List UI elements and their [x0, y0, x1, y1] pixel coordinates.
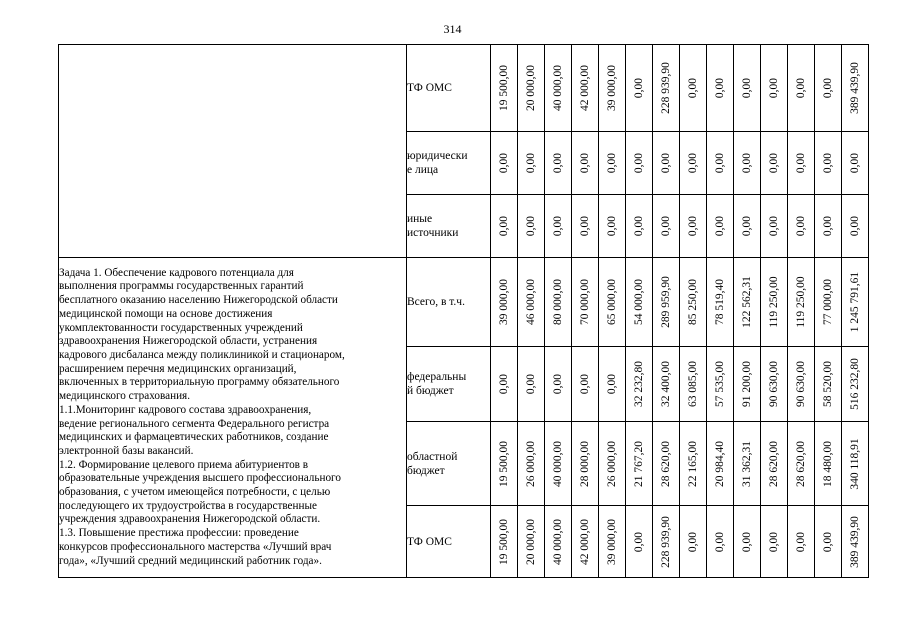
table-body: [59, 45, 869, 578]
amount-value: 18 480,00: [822, 440, 834, 487]
amount-value: 0,00: [687, 152, 699, 174]
amount-cell: [518, 195, 545, 258]
task-description-line: медицинского страхования.: [59, 390, 190, 403]
amount-cell: [545, 347, 572, 422]
amount-cell: [815, 422, 842, 506]
amount-value: 0,00: [822, 531, 834, 552]
amount-value: 228 939,90: [660, 515, 672, 568]
amount-cell: [788, 195, 815, 258]
amount-cell: [842, 132, 869, 195]
amount-cell: [653, 258, 680, 347]
amount-cell: [626, 347, 653, 422]
amount-value: 42 000,00: [579, 65, 591, 111]
funding-source-label: областной: [407, 450, 458, 463]
amount-value: 26 000,00: [606, 440, 618, 487]
amount-cell: [761, 258, 788, 347]
amount-cell: [626, 422, 653, 506]
amount-cell: [545, 195, 572, 258]
amount-cell: [761, 422, 788, 506]
amount-value: 58 520,00: [822, 361, 834, 407]
amount-cell: [599, 258, 626, 347]
amount-value: 0,00: [795, 215, 807, 237]
amount-cell: [572, 422, 599, 506]
funding-source-cell: [407, 195, 491, 258]
amount-value: 0,00: [633, 215, 645, 237]
amount-cell: [788, 422, 815, 506]
amount-value: 0,00: [687, 531, 699, 552]
amount-value: 0,00: [525, 152, 537, 174]
task-description-line: здравоохранения Нижегородской области, устранения: [59, 335, 318, 348]
amount-cell: [680, 506, 707, 578]
amount-cell: [491, 422, 518, 506]
task-description-line: выполнения программы государственных гарантий: [59, 280, 304, 293]
task-description-line: кадрового дисбаланса между поликлиникой и стационаром,: [59, 348, 345, 361]
amount-cell: [518, 258, 545, 347]
amount-value: 90 630,00: [795, 361, 807, 407]
task-description-line: учреждения здравоохранения Нижегородской области.: [59, 513, 321, 526]
amount-value: 28 620,00: [768, 440, 780, 487]
funding-source-label: й бюджет: [407, 385, 454, 397]
amount-cell: [572, 132, 599, 195]
amount-cell: [545, 422, 572, 506]
amount-value: 228 939,90: [660, 62, 672, 114]
amount-cell: [599, 422, 626, 506]
amount-value: 0,00: [606, 215, 618, 237]
amount-cell: [626, 45, 653, 132]
amount-value: 0,00: [606, 152, 618, 174]
amount-value: 0,00: [687, 77, 699, 99]
amount-cell: [545, 45, 572, 132]
amount-cell: [734, 45, 761, 132]
amount-value: 32 400,00: [660, 361, 672, 407]
amount-value: 40 000,00: [552, 518, 564, 565]
amount-value: 0,00: [849, 215, 861, 237]
amount-cell: [761, 132, 788, 195]
funding-source-cell: [407, 506, 491, 578]
amount-cell: [815, 347, 842, 422]
amount-cell: [815, 195, 842, 258]
amount-value: 0,00: [741, 215, 753, 237]
amount-value: 20 000,00: [525, 65, 537, 111]
amount-cell: [761, 45, 788, 132]
amount-cell: [707, 195, 734, 258]
task-description-line: 1.1.Мониторинг кадрового состава здравоохранения,: [59, 403, 312, 416]
funding-source-label: бюджет: [407, 464, 445, 477]
amount-cell: [572, 195, 599, 258]
amount-cell: [626, 258, 653, 347]
amount-cell: [788, 132, 815, 195]
amount-cell: [572, 45, 599, 132]
amount-cell: [761, 195, 788, 258]
amount-value: 0,00: [498, 215, 510, 237]
amount-cell: [788, 506, 815, 578]
amount-value: 0,00: [633, 152, 645, 174]
amount-value: 0,00: [768, 531, 780, 552]
amount-cell: [518, 132, 545, 195]
amount-cell: [653, 45, 680, 132]
amount-value: 0,00: [660, 215, 672, 237]
amount-value: 122 562,31: [741, 276, 753, 328]
amount-value: 91 200,00: [741, 361, 753, 407]
page-number: 314: [443, 22, 462, 36]
amount-cell: [707, 45, 734, 132]
amount-cell: [599, 132, 626, 195]
task-description-line: включенных в территориальную программу обязательного: [59, 376, 340, 389]
task-description-line: медицинских и фармацевтических работников, создание: [59, 431, 329, 444]
amount-value: 19 500,00: [498, 440, 510, 487]
amount-value: 20 000,00: [525, 518, 537, 565]
amount-cell: [518, 506, 545, 578]
funding-source-label: е лица: [407, 164, 439, 176]
amount-value: 119 250,00: [795, 276, 807, 328]
amount-value: 0,00: [795, 531, 807, 552]
amount-value: 0,00: [741, 531, 753, 552]
task-description-line: 1.3. Повышение престижа профессии: проведение: [59, 527, 299, 540]
amount-cell: [599, 45, 626, 132]
amount-cell: [599, 347, 626, 422]
task-description-line: укомплектованности государственных учреждений: [59, 321, 303, 334]
amount-cell: [734, 132, 761, 195]
amount-cell: [653, 132, 680, 195]
amount-value: 19 500,00: [498, 518, 510, 565]
funding-source-label: федеральны: [407, 371, 467, 383]
amount-cell: [680, 258, 707, 347]
amount-value: 40 000,00: [552, 440, 564, 487]
funding-source-label: юридически: [407, 150, 468, 162]
amount-value: 0,00: [687, 215, 699, 237]
amount-value: 57 535,00: [714, 361, 726, 407]
amount-cell: [734, 195, 761, 258]
task-description-line: расширением перечня медицинских организаций,: [59, 362, 297, 375]
amount-value: 0,00: [498, 373, 510, 395]
amount-value: 0,00: [822, 77, 834, 99]
amount-value: 0,00: [525, 215, 537, 237]
amount-cell: [788, 258, 815, 347]
amount-value: 0,00: [579, 373, 591, 395]
amount-cell: [680, 132, 707, 195]
funding-source-label: Всего, в т.ч.: [407, 296, 465, 308]
amount-cell: [626, 195, 653, 258]
amount-cell: [653, 347, 680, 422]
amount-value: 0,00: [822, 152, 834, 174]
amount-cell: [518, 347, 545, 422]
amount-cell: [545, 258, 572, 347]
amount-cell: [680, 422, 707, 506]
amount-value: 26 000,00: [525, 440, 537, 487]
amount-cell: [707, 347, 734, 422]
amount-value: 0,00: [768, 77, 780, 99]
amount-value: 46 000,00: [525, 279, 537, 325]
amount-value: 0,00: [714, 215, 726, 237]
amount-cell: [653, 195, 680, 258]
funding-source-cell: [407, 347, 491, 422]
amount-cell: [761, 347, 788, 422]
amount-value: 0,00: [741, 77, 753, 99]
amount-value: 0,00: [795, 77, 807, 99]
amount-cell: [734, 258, 761, 347]
amount-value: 0,00: [822, 215, 834, 237]
amount-value: 63 085,00: [687, 361, 699, 407]
amount-cell: [707, 506, 734, 578]
task-description-line: ведение регионального сегмента Федерального регистра: [59, 417, 330, 430]
amount-cell: [599, 195, 626, 258]
funding-source-label: ТФ ОМС: [407, 82, 452, 94]
amount-value: 0,00: [633, 77, 645, 99]
amount-value: 39 000,00: [606, 518, 618, 565]
funding-source-cell: [407, 422, 491, 506]
amount-value: 289 959,90: [660, 276, 672, 328]
task-description-line: медицинской помощи на основе достижения: [59, 307, 273, 320]
amount-cell: [491, 132, 518, 195]
amount-value: 22 165,00: [687, 440, 699, 487]
amount-cell: [734, 422, 761, 506]
amount-cell: [545, 506, 572, 578]
amount-value: 28 620,00: [660, 440, 672, 487]
amount-cell: [842, 258, 869, 347]
amount-value: 119 250,00: [768, 276, 780, 328]
amount-cell: [653, 422, 680, 506]
amount-value: 39 000,00: [498, 279, 510, 325]
amount-value: 0,00: [498, 152, 510, 174]
amount-cell: [491, 258, 518, 347]
empty-description-cell: [59, 45, 407, 258]
amount-cell: [734, 506, 761, 578]
amount-cell: [626, 506, 653, 578]
amount-value: 0,00: [579, 215, 591, 237]
amount-value: 42 000,00: [579, 518, 591, 565]
amount-value: 0,00: [525, 373, 537, 395]
amount-value: 54 000,00: [633, 279, 645, 325]
amount-value: 0,00: [849, 152, 861, 174]
amount-value: 20 984,40: [714, 440, 726, 487]
amount-cell: [572, 506, 599, 578]
amount-cell: [518, 45, 545, 132]
amount-value: 90 630,00: [768, 361, 780, 407]
amount-cell: [626, 132, 653, 195]
amount-cell: [761, 506, 788, 578]
amount-value: 389 439,90: [849, 62, 861, 114]
task-description-line: образовательные учреждения высшего профессионального: [59, 472, 341, 485]
funding-source-cell: [407, 132, 491, 195]
amount-value: 28 620,00: [795, 440, 807, 487]
task-description-line: последующего их трудоустройства в государственные: [59, 499, 317, 512]
amount-cell: [842, 506, 869, 578]
amount-value: 80 000,00: [552, 279, 564, 325]
amount-value: 0,00: [552, 215, 564, 237]
task-description-cell: [59, 258, 407, 578]
table-row: [59, 45, 869, 132]
amount-value: 85 250,00: [687, 279, 699, 325]
amount-value: 0,00: [552, 373, 564, 395]
funding-source-label: источники: [407, 227, 459, 239]
amount-cell: [815, 258, 842, 347]
amount-value: 77 000,00: [822, 279, 834, 325]
amount-cell: [491, 195, 518, 258]
amount-cell: [842, 422, 869, 506]
table-row: [59, 258, 869, 347]
amount-value: 0,00: [633, 531, 645, 552]
amount-cell: [842, 45, 869, 132]
funding-source-label: иные: [407, 213, 433, 225]
amount-cell: [518, 422, 545, 506]
amount-value: 0,00: [552, 152, 564, 174]
amount-value: 0,00: [714, 77, 726, 99]
amount-cell: [707, 258, 734, 347]
task-description-line: электронной базы вакансий.: [59, 444, 194, 457]
amount-value: 78 519,40: [714, 279, 726, 325]
amount-value: 31 362,31: [741, 440, 753, 487]
amount-cell: [734, 347, 761, 422]
amount-value: 0,00: [768, 215, 780, 237]
amount-cell: [815, 132, 842, 195]
amount-cell: [842, 195, 869, 258]
amount-value: 516 232,80: [849, 358, 861, 410]
amount-value: 39 000,00: [606, 65, 618, 111]
amount-cell: [491, 45, 518, 132]
amount-value: 40 000,00: [552, 65, 564, 111]
amount-value: 65 000,00: [606, 279, 618, 325]
task-description-line: Задача 1. Обеспечение кадрового потенциала для: [59, 266, 294, 279]
budget-table: [58, 44, 869, 578]
amount-cell: [788, 45, 815, 132]
amount-cell: [572, 347, 599, 422]
funding-source-cell: [407, 258, 491, 347]
amount-cell: [545, 132, 572, 195]
task-description-line: образования, с учетом имеющейся потребности, с целью: [59, 486, 331, 499]
amount-cell: [815, 45, 842, 132]
amount-cell: [680, 195, 707, 258]
funding-source-label: ТФ ОМС: [407, 535, 452, 548]
amount-cell: [707, 132, 734, 195]
amount-cell: [599, 506, 626, 578]
amount-value: 0,00: [714, 531, 726, 552]
amount-cell: [815, 506, 842, 578]
amount-value: 389 439,90: [849, 515, 861, 568]
amount-value: 32 232,80: [633, 361, 645, 407]
amount-value: 340 118,91: [849, 437, 861, 490]
amount-value: 0,00: [768, 152, 780, 174]
amount-value: 0,00: [795, 152, 807, 174]
amount-value: 70 000,00: [579, 279, 591, 325]
amount-cell: [653, 506, 680, 578]
amount-value: 0,00: [714, 152, 726, 174]
amount-value: 0,00: [606, 373, 618, 395]
task-description-line: года», «Лучший средний медицинский работник года».: [59, 554, 322, 567]
amount-cell: [680, 347, 707, 422]
task-description-line: конкурсов профессионального мастерства «Лучший врач: [59, 540, 332, 553]
amount-value: 0,00: [579, 152, 591, 174]
amount-cell: [491, 506, 518, 578]
amount-value: 28 000,00: [579, 440, 591, 487]
amount-cell: [842, 347, 869, 422]
amount-value: 0,00: [741, 152, 753, 174]
amount-cell: [572, 258, 599, 347]
amount-cell: [491, 347, 518, 422]
amount-cell: [680, 45, 707, 132]
task-description-line: 1.2. Формирование целевого приема абитуриентов в: [59, 458, 309, 471]
task-description-line: бесплатного оказанию населению Нижегородской области: [59, 294, 338, 307]
amount-value: 21 767,20: [633, 440, 645, 487]
funding-source-cell: [407, 45, 491, 132]
amount-cell: [788, 347, 815, 422]
amount-value: 19 500,00: [498, 65, 510, 111]
amount-cell: [707, 422, 734, 506]
amount-value: 1 245 791,61: [849, 271, 861, 333]
amount-value: 0,00: [660, 152, 672, 174]
